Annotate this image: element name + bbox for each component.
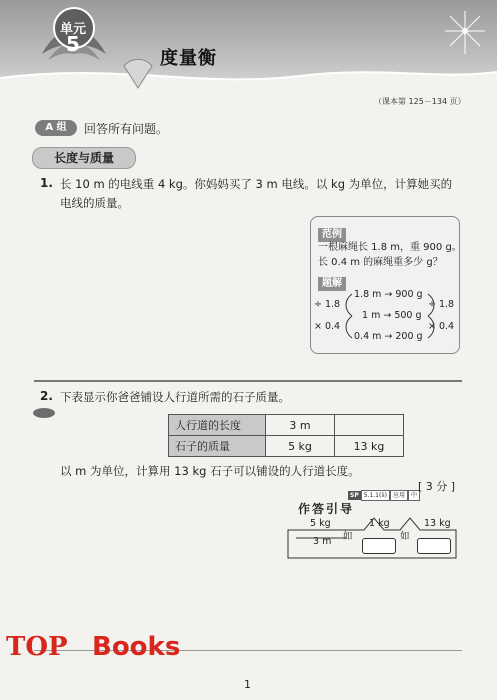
solution-div-left: ÷ 1.8 [314,299,341,310]
table-cell: 石子的质量 [169,436,266,457]
solution-row-1: 1.8 m → 900 g [354,289,423,300]
solution-tag: 题解 [318,277,346,291]
q2-text-line2: 以 m 为单位，计算用 13 kg 石子可以铺设的人行道长度。 [60,464,360,478]
fan-icon [122,58,154,90]
table-cell: 13 kg [335,436,404,457]
stone-table [168,414,404,457]
watermark-books: Books [92,632,181,662]
guide-title: 作答引导 [298,502,355,516]
guide-val-2: 3 m [313,536,332,547]
topic-badge: 长度与质量 [32,147,136,169]
skill-difficulty: 中 [408,490,420,501]
group-badge: A 组 [35,120,77,136]
unit-label: 单元 [59,22,86,37]
answer-blank-2[interactable] [417,538,451,558]
skill-code: 5.1.1(ii) [361,490,390,501]
table-cell: 3 m [266,415,335,436]
q1-text-line1: 长 10 m 的电线重 4 kg。你妈妈买了 3 m 电线。以 kg 为单位，计算她买的 [60,177,453,191]
q2-marks: [ 3 分 ] [418,480,456,493]
solution-arrows [340,290,440,342]
q2-number: 2. [40,389,53,403]
page-number: 1 [244,678,251,691]
example-text-2: 长 0.4 m 的麻绳重多少 g？ [318,257,443,268]
cloud-icon [32,405,56,419]
question-divider [34,380,462,382]
table-cell: 5 kg [266,436,335,457]
q1-text-line2: 电线的质量。 [60,196,129,210]
table-cell [335,415,404,436]
solution-mul-left: × 0.4 [314,321,341,332]
q2-text-line1: 下表显示你爸爸铺设人行道所需的石子质量。 [60,390,290,404]
q2-skill-code [348,482,420,501]
guide-op-2: 如 [400,531,410,542]
unit-number: 5 [66,32,80,56]
skill-level: 应用 [390,490,408,501]
answer-blank-1[interactable] [362,538,396,558]
solution-div-right: ÷ 1.8 [428,299,455,310]
guide-val-1: 5 kg [310,518,331,529]
guide-val-4: 13 kg [424,518,451,529]
group-instruction: 回答所有问题。 [84,122,169,136]
example-tag: 范例 [318,228,346,242]
dandelion-icon [440,6,490,56]
sp-chip: SP [350,492,359,499]
solution-mul-right: × 0.4 [428,321,455,332]
guide-val-3: 1 kg [369,518,390,529]
table-row [169,415,404,436]
table-row [169,436,404,457]
solution-row-2: 1 m → 500 g [362,310,422,321]
watermark-top: TOP [6,632,68,662]
textbook-reference: （课本第 125－134 页） [374,97,466,106]
chapter-title: 度量衡 [160,48,217,69]
guide-op-1: 如 [343,531,353,542]
solution-row-3: 0.4 m → 200 g [354,331,423,342]
table-cell: 人行道的长度 [169,415,266,436]
example-text-1: 一根麻绳长 1.8 m，重 900 g。 [318,242,462,253]
q1-number: 1. [40,176,53,190]
